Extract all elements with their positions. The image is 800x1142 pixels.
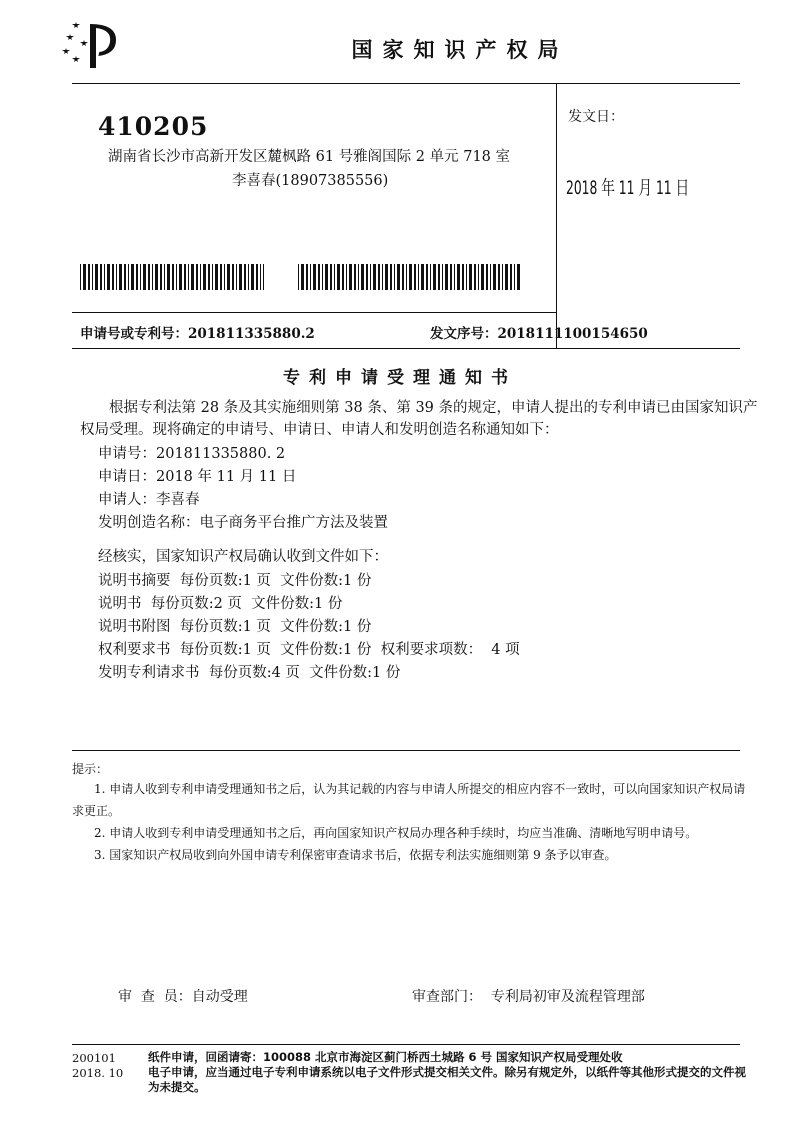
invention-title-line: 发明创造名称：电子商务平台推广方法及装置 — [98, 515, 388, 531]
tip-item: 2. 申请人收到专利申请受理通知书之后，再向国家知识产权局办理各种手续时，均应当准确、清晰地写明申请号。 — [94, 826, 698, 840]
examining-department: 审查部门： 专利局初审及流程管理部 — [412, 989, 645, 1005]
form-code: 200101 — [72, 1051, 116, 1065]
paper-filing-note: 纸件申请，回函请寄：100088 北京市海淀区蓟门桥西土城路 6 号 国家知识产权局受理处收 — [148, 1050, 623, 1064]
reference-top-rule — [72, 312, 556, 313]
bottom-rule — [72, 1044, 740, 1045]
tip-item: 1. 申请人收到专利申请受理通知书之后，认为其记载的内容与申请人所提交的相应内容不一致时，可以向国家知识产权局请求更正。 — [72, 782, 746, 818]
examiner: 审 查 员：自动受理 — [118, 989, 248, 1005]
document-serial-number: 2018111100154650 — [497, 326, 648, 342]
electronic-filing-note: 电子申请，应当通过电子专利申请系统以电子文件形式提交相关文件。除另有规定外，以纸件等其他形式提交的文件视为未提交。 — [148, 1065, 746, 1094]
form-version: 2018. 10 — [72, 1066, 124, 1080]
recipient-address: 湖南省长沙市高新开发区麓枫路 61 号雅阁国际 2 单元 718 室 — [108, 149, 511, 165]
notice-title: 专利申请受理通知书 — [283, 368, 517, 388]
document-serial — [430, 322, 648, 342]
header-top-rule — [72, 83, 740, 84]
recipient-contact: 李喜春(18907385556) — [232, 173, 389, 189]
barcode-right — [298, 264, 522, 290]
date-box-divider — [556, 83, 557, 348]
verification-line: 经核实，国家知识产权局确认收到文件如下： — [98, 549, 388, 565]
app-no-label: 申请号或专利号： — [80, 326, 188, 342]
application-number-line: 申请号：201811335880. 2 — [98, 446, 286, 462]
tips-title: 提示： — [72, 762, 109, 776]
reference-bottom-rule — [72, 348, 740, 349]
file-item: 说明书附图 每份页数:1 页 文件份数:1 份 — [98, 619, 372, 635]
barcode-left — [80, 264, 264, 290]
application-number: 201811335880.2 — [188, 326, 315, 342]
notice-intro: 根据专利法第 28 条及其实施细则第 38 条、第 39 条的规定，申请人提出的专利申请已由国家知识产权局受理。现将确定的申请号、申请日、申请人和发明创造名称通知如下： — [80, 400, 758, 438]
postcode: 410205 — [98, 112, 209, 141]
filing-date-line: 申请日：2018 年 11 月 11 日 — [98, 469, 297, 485]
file-item: 权利要求书 每份页数:1 页 文件份数:1 份 权利要求项数： 4 项 — [98, 642, 520, 658]
cnipa-logo-icon — [60, 18, 120, 70]
file-item: 说明书摘要 每份页数:1 页 文件份数:1 份 — [98, 573, 372, 589]
tips-top-rule — [72, 750, 740, 751]
dispatch-date-label: 发文日： — [568, 109, 624, 125]
applicant-line: 申请人：李喜春 — [98, 492, 200, 508]
doc-serial-label: 发文序号： — [430, 326, 498, 342]
file-item: 发明专利请求书 每份页数:4 页 文件份数:1 份 — [98, 665, 401, 681]
office-name: 国家知识产权局 — [351, 38, 569, 62]
application-number-label — [80, 322, 315, 342]
file-item: 说明书 每份页数:2 页 文件份数:1 份 — [98, 596, 343, 612]
dispatch-date: 2018 年 11 月 11 日 — [566, 177, 690, 199]
tip-item: 3. 国家知识产权局收到向外国申请专利保密审查请求书后，依据专利法实施细则第 9 条予以审查。 — [94, 848, 617, 862]
